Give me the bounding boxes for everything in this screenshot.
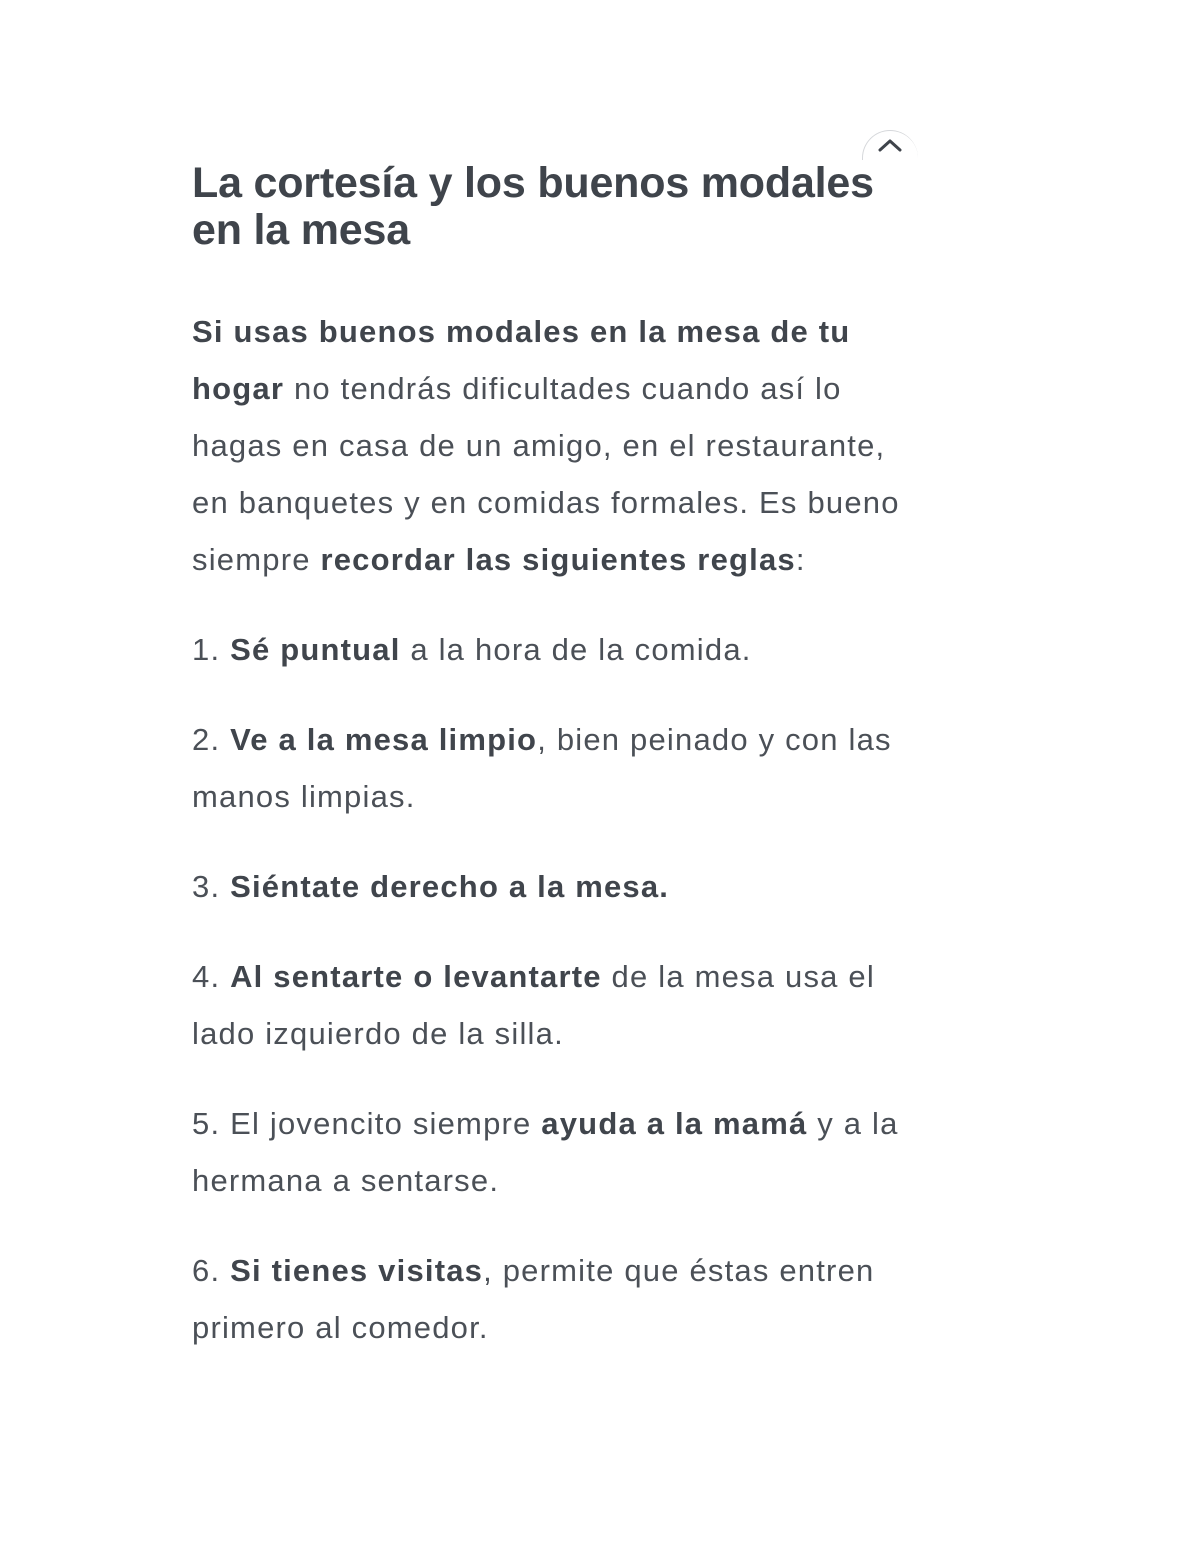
rule-number: 2.: [192, 722, 231, 757]
page-title: La cortesía y los buenos modales en la mesa: [192, 159, 874, 254]
rule-number: 3.: [192, 869, 231, 904]
rule-item-1: [192, 621, 912, 678]
scroll-to-top-button[interactable]: [862, 130, 918, 160]
rule-text: , bien peinado y con las manos limpias.: [192, 722, 892, 814]
rule-item-4: [192, 948, 912, 1062]
rule-number: 4.: [192, 959, 231, 994]
rule-text: y a la hermana a sentarse.: [192, 1106, 899, 1198]
rule-bold: ayuda a la mamá: [541, 1106, 808, 1141]
rule-item-3: [192, 858, 912, 915]
rule-item-6: [192, 1242, 912, 1356]
rule-number: 6.: [192, 1253, 231, 1288]
rule-item-5: [192, 1095, 912, 1209]
rule-number: 1.: [192, 632, 231, 667]
intro-paragraph: [192, 303, 912, 588]
rule-bold: Siéntate derecho a la mesa.: [230, 869, 670, 904]
rule-bold: Al sentarte o levantarte: [230, 959, 602, 994]
chevron-up-icon: [877, 137, 903, 153]
intro-text-2: :: [795, 542, 806, 577]
rule-text: de la mesa usa el lado izquierdo de la silla.: [192, 959, 875, 1051]
intro-bold-1: Si usas buenos modales en la mesa de tu hogar: [192, 314, 851, 406]
rule-number: 5.: [192, 1106, 231, 1141]
rule-text: a la hora de la comida.: [400, 632, 752, 667]
rule-text: , permite que éstas entren primero al comedor.: [192, 1253, 875, 1345]
rule-bold: Si tienes visitas: [230, 1253, 484, 1288]
intro-bold-2: recordar las siguientes reglas: [320, 542, 796, 577]
intro-text-1: no tendrás dificultades cuando así lo hagas en casa de un amigo, en el restaurante, en banquetes y en comidas formales. Es bueno siempre: [192, 371, 900, 577]
rule-bold: Sé puntual: [230, 632, 401, 667]
rule-pre-text: El jovencito siempre: [230, 1106, 542, 1141]
article: [192, 160, 912, 1356]
rule-bold: Ve a la mesa limpio: [230, 722, 538, 757]
rule-item-2: [192, 711, 912, 825]
